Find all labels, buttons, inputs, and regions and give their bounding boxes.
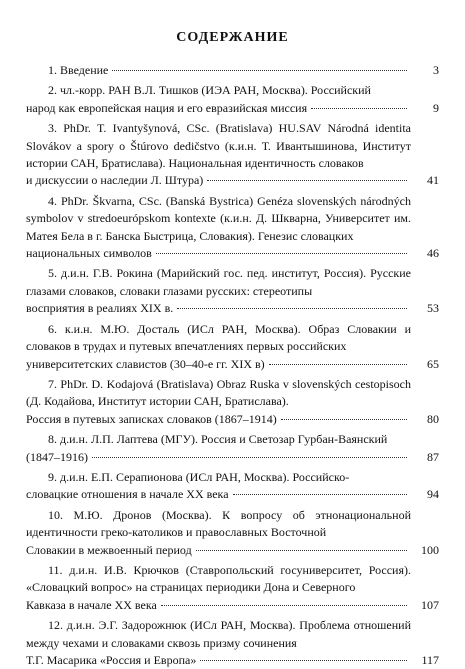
dot-leader — [177, 308, 407, 309]
dot-leader — [233, 494, 407, 495]
toc-entry-7[interactable] — [26, 376, 439, 428]
toc-entry-text: 11. д.и.н. И.В. Крючков (Ставропольский госуниверситет, Россия). «Словацкий вопрос» на страницах периодики Дона и Северного — [26, 562, 411, 595]
toc-entry-text: 3. PhDr. T. Ivantyšynová, CSc. (Bratislava) HU.SAV Národná identita Slovákov a spory o Štúrovo dedičstvo (к.и.н. Т. Ивантышинова, Институт истории САН, Братислава). Национальная идентичность словаков — [26, 121, 411, 171]
toc-entry-text: 10. М.Ю. Дронов (Москва). К вопросу об этнонациональной идентичности греко-католиков и православных Восточной — [26, 507, 411, 540]
toc-entry-text-end: (1847–1916) — [26, 449, 88, 464]
dot-leader — [281, 419, 407, 420]
toc-entry-text-end: национальных символов — [26, 246, 152, 261]
dot-leader — [156, 253, 407, 254]
toc-page-number: 3 — [433, 63, 439, 77]
toc-entry-text: 8. д.и.н. Л.П. Лаптева (МГУ). Россия и Светозар Гурбан-Ваянский — [48, 432, 388, 447]
dot-leader — [112, 70, 407, 71]
toc-entry-text: 2. чл.-корр. РАН В.Л. Тишков (ИЭА РАН, Москва). Российский — [48, 83, 371, 98]
toc-entry-line — [26, 356, 411, 373]
dot-leader — [200, 660, 407, 661]
toc-page-number: 46 — [427, 246, 439, 261]
dot-leader — [269, 364, 407, 365]
toc-page-number: 100 — [421, 542, 439, 557]
toc-entry-10[interactable] — [26, 507, 439, 559]
toc-page-number: 65 — [427, 356, 439, 371]
toc-entry-line — [26, 597, 411, 614]
toc-page-number: 94 — [427, 487, 439, 502]
toc-entry-line — [26, 300, 411, 317]
toc-entry-4[interactable] — [26, 193, 439, 263]
page-title: СОДЕРЖАНИЕ — [176, 30, 289, 45]
table-of-contents — [26, 62, 439, 669]
toc-entry-line — [26, 100, 411, 117]
toc-entry-text-end: Россия в путевых записках словаков (1867–1914) — [26, 411, 277, 426]
toc-entry-8[interactable] — [26, 431, 439, 466]
toc-entry-text: 1. Введение — [48, 63, 109, 77]
toc-entry-text-end: Словакии в межвоенный период — [26, 542, 192, 557]
toc-entry-text-end: Т.Г. Масарика «Россия и Европа» — [26, 653, 197, 667]
toc-entry-text-end: народ как европейская нация и его евразийская миссия — [26, 100, 308, 115]
toc-entry-text-end: и дискуссии о наследии Л. Штура) — [26, 173, 204, 188]
toc-entry-6[interactable] — [26, 321, 439, 373]
toc-entry-5[interactable] — [26, 265, 439, 317]
toc-entry-line — [26, 172, 411, 189]
dot-leader — [196, 550, 407, 551]
toc-entry-line — [26, 62, 411, 79]
toc-page-number: 107 — [421, 597, 439, 612]
toc-entry-line — [26, 542, 411, 559]
toc-entry-text-end: восприятия в реалиях XIX в. — [26, 301, 174, 316]
toc-page-number: 80 — [427, 411, 439, 426]
toc-entry-text: 4. PhDr. Škvarna, CSc. (Banská Bystrica) Genéza slovenských národných symbolov v stredoeurópskom kontexte (к.и.н. Д. Шкварна, Университет им. Матея Бела в г. Банска Быстрица, Словакия). Генезис словацких — [26, 193, 411, 243]
toc-entry-9[interactable] — [26, 469, 439, 504]
toc-entry-line — [26, 245, 411, 262]
toc-entry-line — [26, 411, 411, 428]
dot-leader — [92, 457, 407, 458]
toc-entry-3[interactable] — [26, 120, 439, 190]
toc-entry-text-end: Кавказа в начале XX века — [26, 597, 157, 612]
toc-entry-12[interactable] — [26, 617, 439, 669]
toc-entry-text: 7. PhDr. D. Kodajová (Bratislava) Obraz Ruska v slovenských cestopisoch (Д. Кодайова, Институт истории САН, Братислава). — [26, 376, 411, 409]
toc-entry-text-end: университетских славистов (30–40-е гг. XIX в) — [26, 356, 265, 371]
toc-entry-text: 12. д.и.н. Э.Г. Задорожнюк (ИСл РАН, Москва). Проблема отношений между чехами и словаками сквозь призму сочинения — [26, 618, 411, 650]
toc-entry-text-end: словацкие отношения в начале XX века — [26, 487, 229, 502]
dot-leader — [161, 605, 407, 606]
toc-entry-text: 5. д.и.н. Г.В. Рокина (Марийский гос. пед. институт, Россия). Русские глазами словаков, словаки глазами русских: стереотипы — [26, 266, 411, 298]
toc-page-number: 41 — [427, 173, 439, 188]
toc-entry-2[interactable] — [26, 82, 439, 117]
dot-leader — [311, 108, 407, 109]
toc-page-number: 9 — [433, 100, 439, 115]
toc-entry-11[interactable] — [26, 562, 439, 614]
toc-page-number: 53 — [427, 301, 439, 316]
toc-entry-line — [26, 652, 411, 669]
dot-leader — [207, 180, 407, 181]
toc-entry-line — [26, 486, 411, 503]
toc-page-number: 87 — [427, 449, 439, 464]
toc-page-number: 117 — [421, 653, 439, 667]
toc-entry-1[interactable] — [26, 62, 439, 79]
toc-entry-text: 9. д.и.н. Е.П. Серапионова (ИСл РАН, Москва). Российско- — [48, 469, 350, 484]
toc-entry-line — [26, 449, 411, 466]
toc-entry-text: 6. к.и.н. М.Ю. Досталь (ИСл РАН, Москва). Образ Словакии и словаков в трудах и путевых впечатлениях первых российских — [26, 321, 411, 354]
